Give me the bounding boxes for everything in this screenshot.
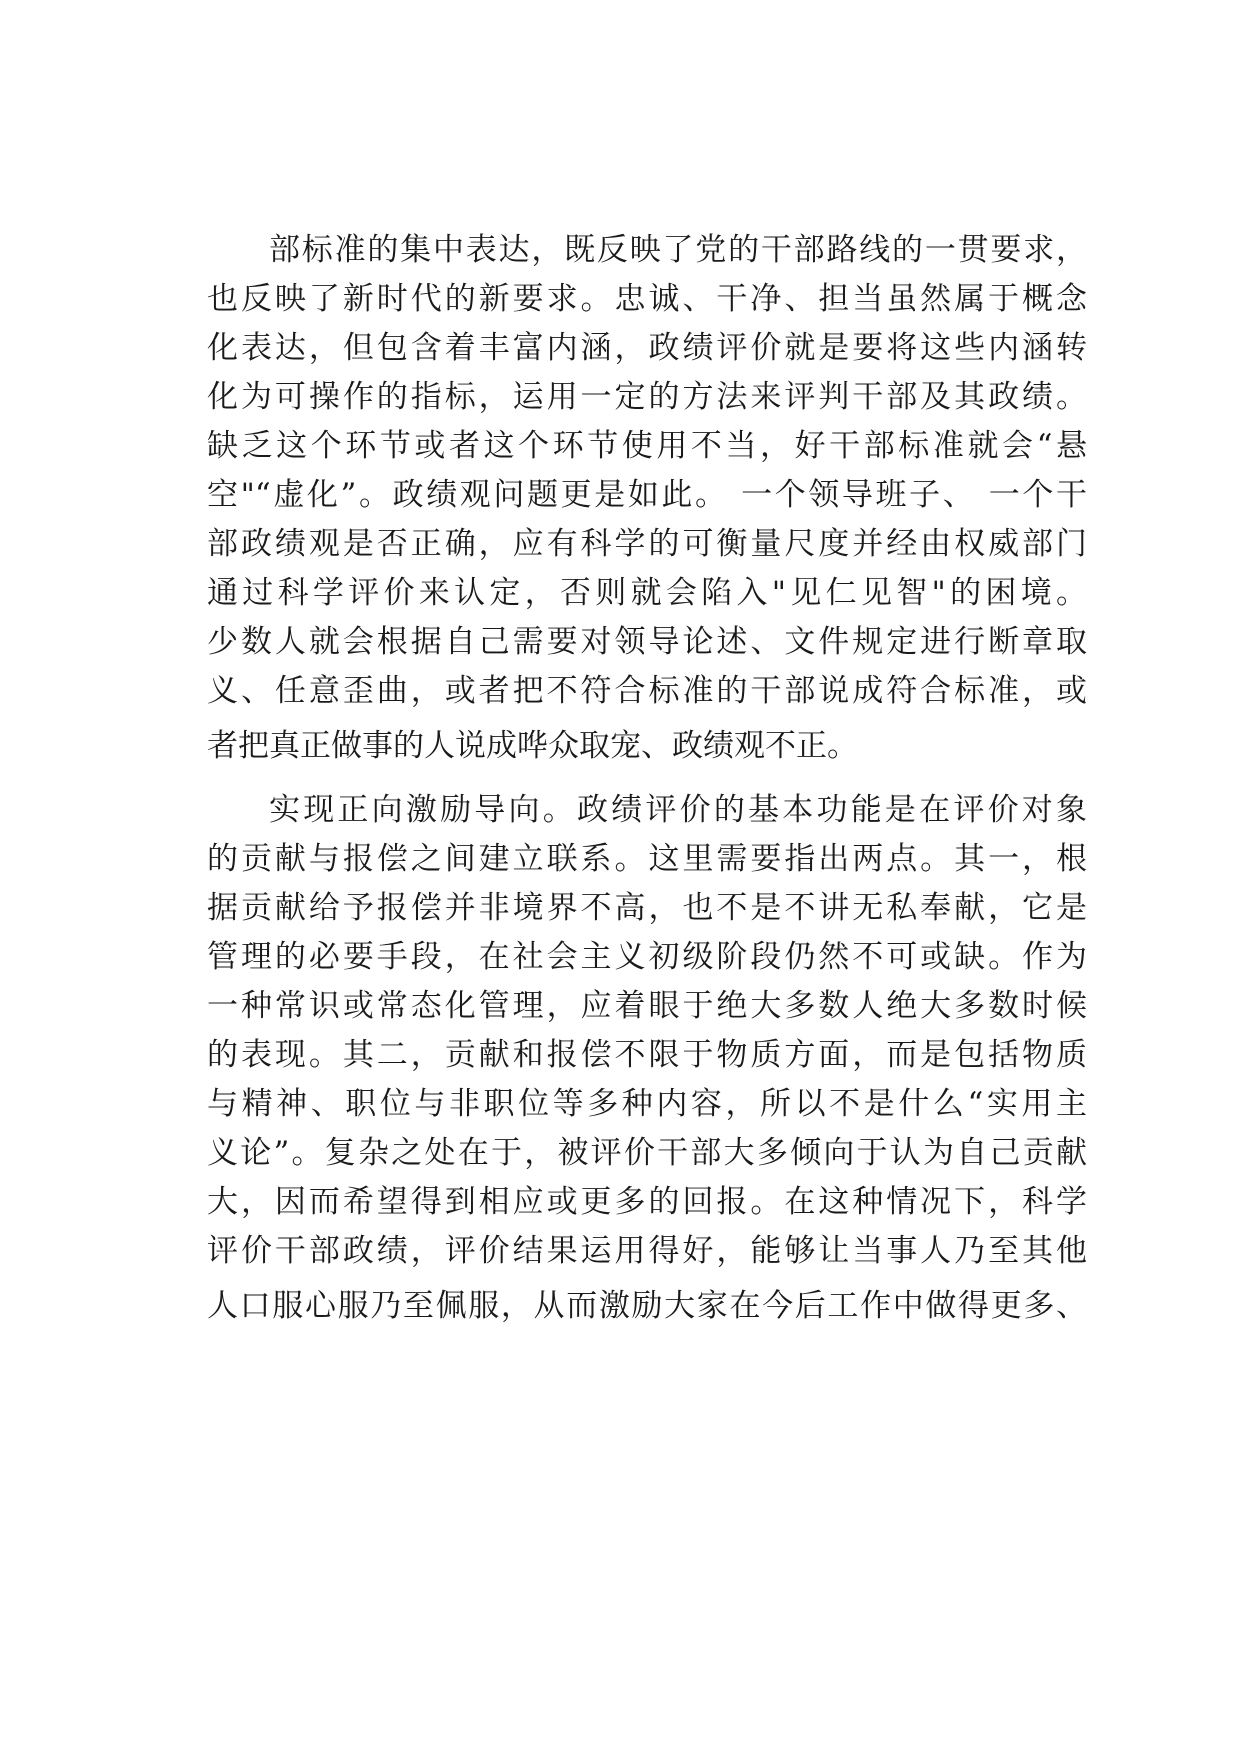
paragraph-1-line-5: 缺乏这个环节或者这个环节使用不当，好干部标准就会“悬 (207, 428, 1087, 464)
paragraph-2-line-6: 的表现。其二，贡献和报偿不限于物质方面，而是包括物质 (207, 1037, 1087, 1073)
paragraph-2-line-4: 管理的必要手段，在社会主义初级阶段仍然不可或缺。作为 (207, 939, 1087, 975)
paragraph-2-line-8: 义论”。复杂之处在于，被评价干部大多倾向于认为自己贡献 (207, 1135, 1087, 1171)
paragraph-1-line-11: 者把真正做事的人说成哗众取宠、政绩观不正。 (207, 728, 858, 764)
paragraph-2-line-2: 的贡献与报偿之间建立联系。这里需要指出两点。其一，根 (207, 841, 1087, 877)
paragraph-2-line-9: 大，因而希望得到相应或更多的回报。在这种情况下，科学 (207, 1184, 1087, 1220)
paragraph-2-line-1: 实现正向激励导向。政绩评价的基本功能是在评价对象 (269, 792, 1087, 828)
paragraph-1-line-7: 部政绩观是否正确，应有科学的可衡量尺度并经由权威部门 (207, 526, 1087, 562)
paragraph-2-line-10: 评价干部政绩，评价结果运用得好，能够让当事人乃至其他 (207, 1233, 1087, 1269)
paragraph-2-line-11: 人口服心服乃至佩服，从而激励大家在今后工作中做得更多、 (207, 1288, 1087, 1324)
paragraph-1-line-10: 义、任意歪曲，或者把不符合标准的干部说成符合标准，或 (207, 673, 1087, 709)
paragraph-1-line-4: 化为可操作的指标，运用一定的方法来评判干部及其政绩。 (207, 379, 1087, 415)
paragraph-2-line-7: 与精神、职位与非职位等多种内容，所以不是什么“实用主 (207, 1086, 1087, 1122)
paragraph-2-line-3: 据贡献给予报偿并非境界不高，也不是不讲无私奉献，它是 (207, 890, 1087, 926)
paragraph-1-line-9: 少数人就会根据自己需要对领导论述、文件规定进行断章取 (207, 624, 1087, 660)
paragraph-1-line-6: 空"“虚化”。政绩观问题更是如此。 一个领导班子、 一个干 (207, 477, 1087, 513)
paragraph-1-line-1: 部标准的集中表达，既反映了党的干部路线的一贯要求， (269, 232, 1087, 268)
paragraph-2-line-5: 一种常识或常态化管理，应着眼于绝大多数人绝大多数时候 (207, 988, 1087, 1024)
paragraph-1-line-2: 也反映了新时代的新要求。忠诚、干净、担当虽然属于概念 (207, 281, 1087, 317)
paragraph-1-line-3: 化表达，但包含着丰富内涵，政绩评价就是要将这些内涵转 (207, 330, 1087, 366)
paragraph-1-line-8: 通过科学评价来认定，否则就会陷入"见仁见智"的困境。 (207, 575, 1087, 611)
